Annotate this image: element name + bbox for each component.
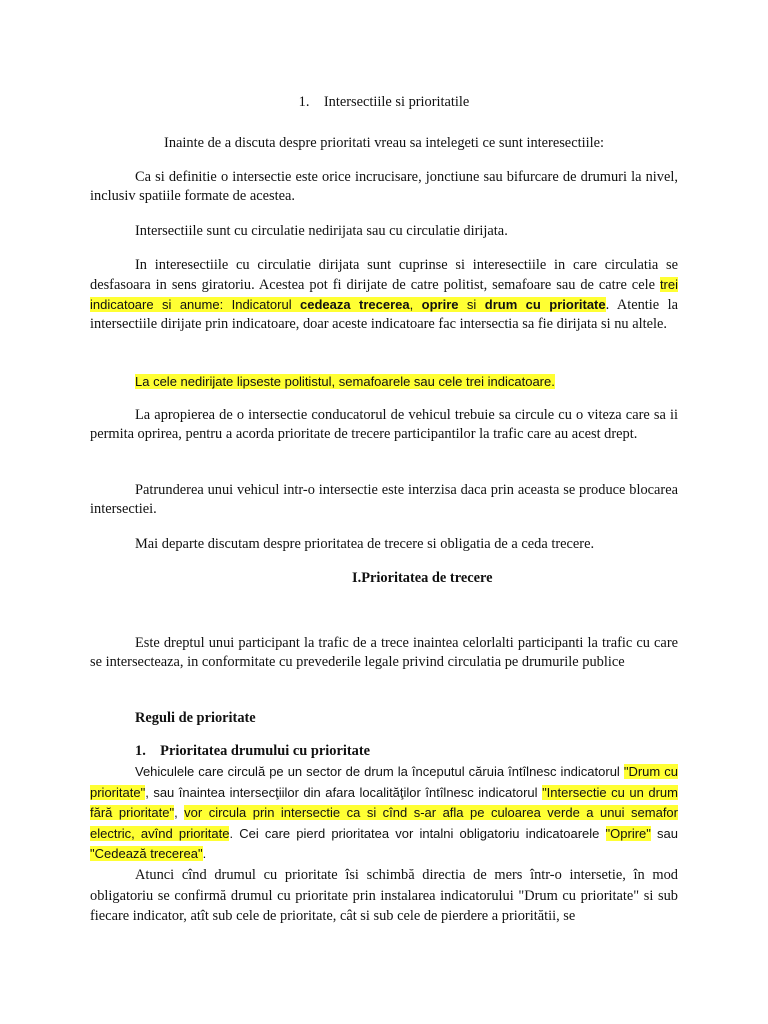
text-span: In interesectiile cu circulatie dirijata sunt cuprinse si interesectiile in care circulatia se desfasoara in sens giratoriu. Acestea pot fi dirijate de catre politist, semafoare sau de catre cele — [90, 257, 678, 293]
text-span: . Atentie la intersectiile dirijate prin indicatoare, doar aceste indicatoare fac intersectia sa fie dirijata si nu altele. — [90, 297, 678, 332]
patrundere-paragraph: Patrunderea unui vehicul intr-o intersectie este interzisa daca prin aceasta se produce blocarea intersectiei. — [90, 482, 678, 517]
text-span: , sau înaintea intersecţiilor din afara localităţilor întîlnesc indicatorul — [145, 784, 543, 800]
definition-paragraph: Ca si definitie o intersectie este orice incrucisare, jonctiune sau bifurcare de drumuri la nivel, inclusiv spatiile formate de acestea. — [90, 169, 678, 204]
types-paragraph: Intersectiile sunt cu circulatie nedirijata sau cu circulatie dirijata. — [135, 223, 508, 239]
drum-prioritate-heading: 1. Prioritatea drumului cu prioritate — [135, 743, 371, 759]
dreptul-paragraph: Este dreptul unui participant la trafic de a trece inaintea celorlalti participanti la trafic cu care se intersecteaza, in conformitate cu prevederile legale privind circulatia pe drumurile publice — [90, 635, 678, 670]
highlighted-text: , — [409, 297, 422, 312]
apropiere-paragraph: La apropierea de o intersectie conducatorul de vehicul trebuie sa circule cu o viteza care sa ii permita oprirea, pentru a acorda prioritate de trecere participantilor la trafic care au acest drept. — [90, 407, 678, 442]
highlighted-text: vor circula prin intersectie ca si cînd s-ar afla pe culoarea verde a unui semafor electric, avînd prioritate — [90, 805, 678, 841]
highlighted-text: "Drum cu prioritate" — [90, 764, 678, 800]
highlighted-text: "Intersectie cu un drum fără prioritate" — [90, 784, 678, 820]
dirijata-paragraph — [90, 256, 678, 334]
highlighted-bold-text: cedeaza trecerea — [300, 297, 410, 312]
highlighted-bold-text: oprire — [421, 297, 459, 312]
text-span: sau — [650, 825, 678, 841]
prioritate-heading: I.Prioritatea de trecere — [352, 570, 493, 586]
section-heading: 1. Intersectiile si prioritatile — [298, 94, 470, 110]
highlighted-text: La cele nedirijate lipseste politistul, semafoarele sau cele trei indicatoare. — [135, 374, 555, 389]
text-span: . — [202, 846, 207, 861]
highlighted-bold-text: drum cu prioritate — [484, 297, 606, 312]
departe-paragraph: Mai departe discutam despre prioritatea de trecere si obligatia de a ceda trecere. — [135, 536, 595, 552]
text-span: . Cei care pierd prioritatea vor intalni obligatoriu indicatoarele — [229, 825, 606, 841]
nedirijate-paragraph — [90, 372, 678, 392]
text-span: , — [174, 805, 185, 820]
highlighted-text: "Oprire" — [605, 825, 651, 841]
intro-paragraph: Inainte de a discuta despre prioritati vreau sa intelegeti ce sunt interesectiile: — [164, 135, 604, 151]
reguli-heading: Reguli de prioritate — [135, 710, 256, 726]
text-span: Vehiculele care circulă pe un sector de drum la începutul căruia întîlnesc indicatorul — [135, 764, 624, 779]
highlighted-text: "Cedează trecerea" — [90, 846, 203, 861]
atunci-paragraph: Atunci cînd drumul cu prioritate îsi schimbă directia de mers într-o intersetie, în mod obligatoriu se confirmă drumul cu prioritate prin instalarea indicatorului "Drum cu prioritate" si sub fiecare indicator, atît sub cele de prioritate, cât si sub cele de pierdere a prioritătii, se — [90, 867, 678, 924]
highlighted-text: si — [458, 297, 485, 312]
vehicule-paragraph — [90, 762, 678, 865]
highlighted-text: trei indicatoare si anume: Indicatorul — [90, 277, 678, 312]
